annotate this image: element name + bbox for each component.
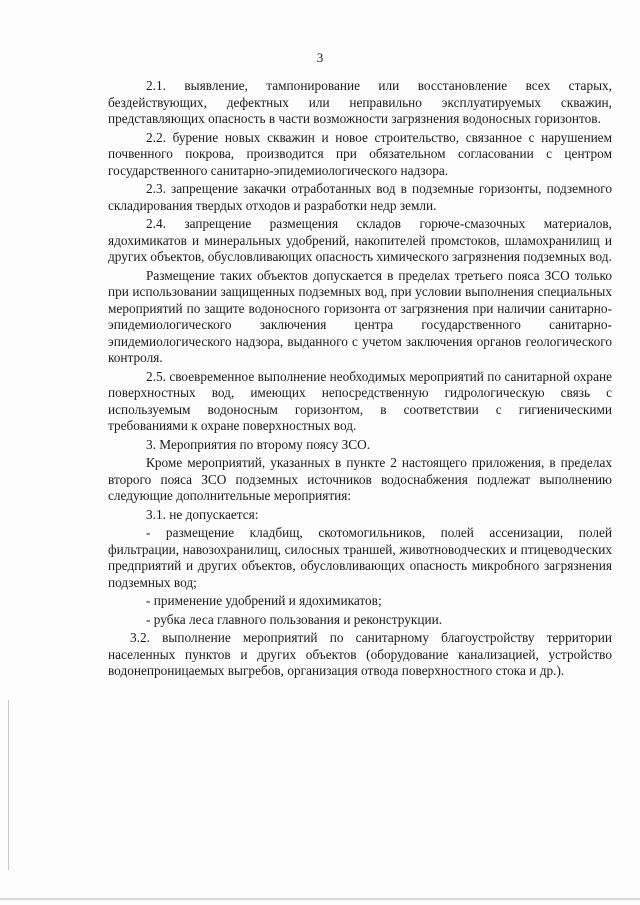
paragraph-2-3: 2.3. запрещение закачки отработанных вод в подземные горизонты, подземного складирования твердых отходов и разработки недр земли. (108, 181, 612, 213)
list-item-fertilizers: - применение удобрений и ядохимикатов; (146, 593, 382, 608)
list-item-placement: - размещение кладбищ, скотомогильников, полей ассенизации, полей фильтрации, навозохранилищ, силосных траншей, животноводческих и птицеводческих предприятий и других объектов, обусловливающих опасность микробного загрязнения подземных вод; (108, 525, 612, 590)
paragraph-placement: Размещение таких объектов допускается в пределах третьего пояса ЗСО только при использовании защищенных подземных вод, при условии выполнения специальных мероприятий по защите водоносного горизонта от загрязнения при наличии санитарно-эпидемиологического заключения центра государственного санитарно-эпидемиологического надзора, выданного с учетом заключения органов геологического контроля. (108, 267, 612, 365)
section-heading-3: 3. Мероприятия по второму поясу ЗСО. (146, 436, 371, 452)
scan-bottom-edge (0, 898, 640, 900)
paragraph-2-2: 2.2. бурение новых скважин и новое строительство, связанное с нарушением почвенного покрова, производится при обязательном согласовании с центром государственного санитарно-эпидемиологического надзора. (108, 129, 612, 178)
paragraph-3-2: 3.2. выполнение мероприятий по санитарному благоустройству территории населенных пунктов и других объектов (оборудование канализацией, устройство водонепроницаемых выгребов, организация отвода поверхностного стока и др.). (108, 630, 612, 678)
paragraph-2-1: 2.1. выявление, тампонирование или восстановление всех старых, бездействующих, дефектных или неправильно эксплуатируемых скважин, представляющих опасность в части возможности загрязнения водоносных горизонтов. (108, 78, 612, 126)
document-body (108, 78, 612, 682)
page-number: 3 (316, 50, 324, 65)
list-item-logging: - рубка леса главного пользования и реконструкции. (146, 611, 443, 627)
paragraph-3-1: 3.1. не допускается: (146, 506, 259, 522)
scan-edge-line (8, 700, 9, 870)
paragraph-besides: Кроме мероприятий, указанных в пункте 2 настоящего приложения, в пределах второго пояса ЗСО подземных источников водоснабжения подлежат выполнению следующие дополнительные мероприятия: (108, 455, 612, 503)
paragraph-2-4: 2.4. запрещение размещения складов горюче-смазочных материалов, ядохимикатов и минеральных удобрений, накопителей промстоков, шламохранилищ и других объектов, обусловливающих опасность химического загрязнения подземных вод. (108, 216, 612, 264)
paragraph-2-5: 2.5. своевременное выполнение необходимых мероприятий по санитарной охране поверхностных вод, имеющих непосредственную гидрологическую связь с используемым водоносным горизонтом, в соответствии с гигиеническими требованиями к охране поверхностных вод. (108, 368, 612, 433)
